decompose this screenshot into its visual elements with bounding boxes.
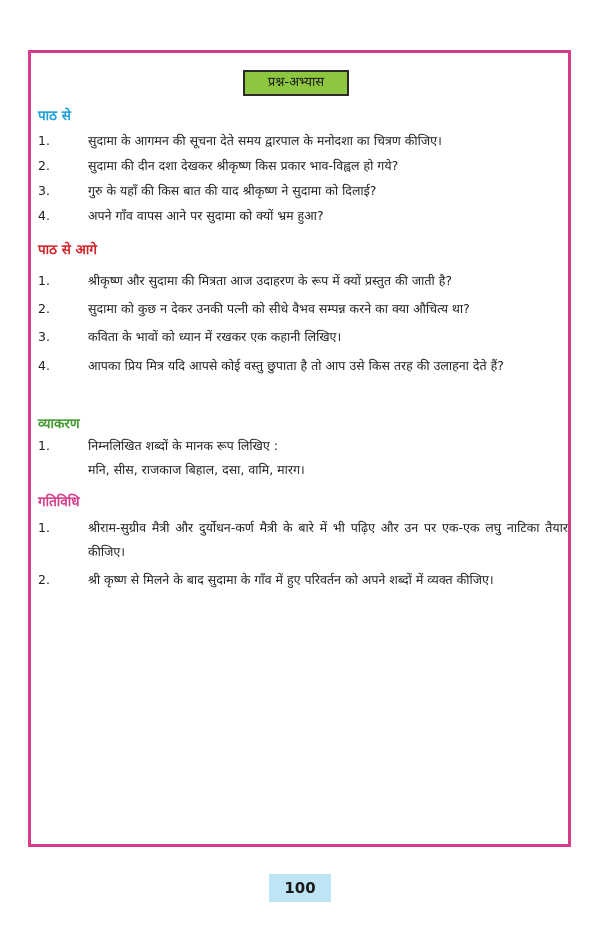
question-text: सुदामा की दीन दशा देखकर श्रीकृष्ण किस प्रकार भाव-विह्वल हो गये? <box>88 158 399 173</box>
section-heading-path-se: पाठ से <box>38 108 71 124</box>
question-number: 1. <box>38 133 50 148</box>
question-number: 2. <box>38 158 50 173</box>
list-item <box>38 129 568 153</box>
question-text: सुदामा के आगमन की सूचना देते समय द्वारपाल के मनोदशा का चित्रण कीजिए। <box>88 133 442 148</box>
page-title: प्रश्न-अभ्यास <box>243 70 349 96</box>
list-item <box>38 354 568 378</box>
list-item <box>38 297 568 321</box>
question-text: श्री कृष्ण से मिलने के बाद सुदामा के गाँव में हुए परिवर्तन को अपने शब्दों में व्यक्त कीजिए। <box>88 572 494 587</box>
question-number: 4. <box>38 208 50 223</box>
list-item <box>38 269 568 293</box>
question-text: अपने गाँव वापस आने पर सुदामा को क्यों भ्रम हुआ? <box>88 208 324 223</box>
list-item <box>38 179 568 203</box>
question-number: 1. <box>38 520 50 535</box>
list-item <box>38 568 568 592</box>
list-item <box>38 154 568 178</box>
question-text: सुदामा को कुछ न देकर उनकी पत्नी को सीधे वैभव सम्पन्न करने का क्या औचित्य था? <box>88 301 470 316</box>
list-item <box>38 516 568 564</box>
list-item <box>38 204 568 228</box>
question-number: 1. <box>38 273 50 288</box>
question-number: 4. <box>38 358 50 373</box>
section-heading-gatividhi: गतिविधि <box>38 494 80 510</box>
question-text: गुरु के यहाँ की किस बात की याद श्रीकृष्ण ने सुदामा को दिलाई? <box>88 183 377 198</box>
question-number: 3. <box>38 183 50 198</box>
question-text: कविता के भावों को ध्यान में रखकर एक कहानी लिखिए। <box>88 329 342 344</box>
question-text: निम्नलिखित शब्दों के मानक रूप लिखिए : <box>88 438 278 453</box>
question-number: 3. <box>38 329 50 344</box>
question-text-line2: मनि, सीस, राजकाज बिहाल, दसा, वामि, मारग। <box>88 462 305 477</box>
question-number: 1. <box>38 438 50 453</box>
list-item <box>38 325 568 349</box>
section-heading-path-se-aage: पाठ से आगे <box>38 242 97 258</box>
list-item <box>38 434 568 482</box>
question-text: श्रीराम-सुग्रीव मैत्री और दुर्योधन-कर्ण मैत्री के बारे में भी पढ़िए और उन पर एक-एक लघु नाटिका तैयार कीजिए। <box>88 520 568 559</box>
question-text: आपका प्रिय मित्र यदि आपसे कोई वस्तु छुपाता है तो आप उसे किस तरह की उलाहना देते हैं? <box>88 358 504 373</box>
section-heading-vyakaran: व्याकरण <box>38 416 80 432</box>
question-number: 2. <box>38 572 50 587</box>
question-text: श्रीकृष्ण और सुदामा की मित्रता आज उदाहरण के रूप में क्यों प्रस्तुत की जाती है? <box>88 273 452 288</box>
question-number: 2. <box>38 301 50 316</box>
page-number: 100 <box>269 874 331 902</box>
